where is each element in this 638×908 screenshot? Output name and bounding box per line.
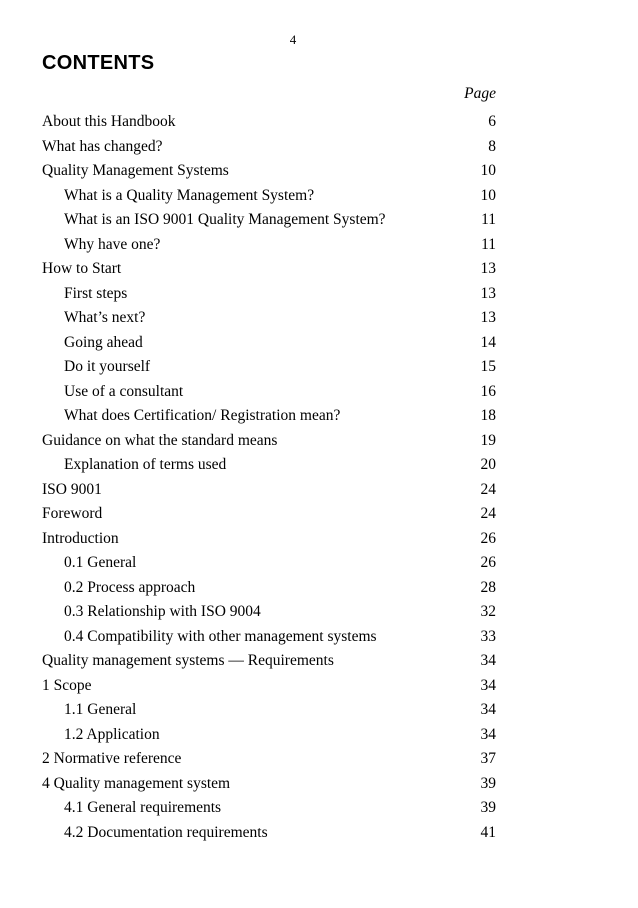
toc-entry-title: First steps [64, 284, 128, 302]
toc-entry [42, 723, 496, 748]
toc-entry-title: 0.3 Relationship with ISO 9004 [64, 603, 261, 620]
toc-entry-page: 10 [480, 186, 496, 204]
toc-entry-page: 34 [480, 652, 496, 669]
toc-entry [42, 453, 496, 478]
toc-entry [42, 159, 496, 184]
toc-entry [42, 747, 496, 772]
toc-entry-page: 34 [480, 725, 496, 743]
toc-entry-page: 37 [480, 750, 496, 767]
toc-entry-title: How to Start [42, 260, 122, 277]
toc-entry-page: 13 [480, 284, 496, 302]
toc-entry [42, 698, 496, 723]
toc-entry-page: 14 [480, 333, 496, 351]
toc-entry-title: Do it yourself [64, 358, 151, 375]
toc-entry-title: Foreword [42, 505, 103, 522]
toc-entry [42, 404, 496, 429]
toc-entry [42, 233, 496, 258]
toc-entry-title: ISO 9001 [42, 480, 102, 498]
toc-entry [42, 208, 496, 233]
toc-entry-page: 24 [480, 480, 496, 498]
toc-entry [42, 355, 496, 380]
toc-entry-title: Quality management systems — Requirements [42, 652, 334, 669]
toc-entry [42, 184, 496, 209]
toc-entry-title: 0.1 General [64, 554, 137, 571]
toc-entry-title: Introduction [42, 529, 119, 547]
toc-entry [42, 527, 496, 552]
toc-entry-page: 10 [480, 162, 496, 179]
table-of-contents [42, 110, 496, 845]
toc-entry [42, 110, 496, 135]
toc-entry-page: 34 [480, 701, 496, 718]
toc-entry [42, 772, 496, 797]
toc-entry-title: About this Handbook [42, 113, 176, 130]
toc-entry-page: 20 [480, 456, 496, 473]
toc-entry-title: What has changed? [42, 137, 163, 155]
toc-entry-title: 0.4 Compatibility with other management systems [64, 627, 377, 645]
toc-entry-title: Explanation of terms used [64, 456, 227, 473]
toc-entry-page: 13 [480, 309, 496, 326]
toc-entry [42, 576, 496, 601]
toc-entry-page: 18 [480, 407, 496, 424]
toc-entry-page: 39 [480, 774, 496, 792]
toc-entry-page: 34 [480, 676, 496, 694]
toc-entry [42, 429, 496, 454]
toc-entry-title: Use of a consultant [64, 382, 184, 400]
toc-entry-title: 1.1 General [64, 701, 137, 718]
toc-entry-title: 4 Quality management system [42, 774, 231, 792]
toc-entry-title: 4.2 Documentation requirements [64, 823, 268, 841]
toc-entry [42, 600, 496, 625]
toc-entry-title: 2 Normative reference [42, 750, 182, 767]
toc-entry-page: 13 [480, 260, 496, 277]
toc-entry-page: 41 [480, 823, 496, 841]
toc-entry-page: 28 [480, 578, 496, 596]
toc-entry-title: What is a Quality Management System? [64, 186, 315, 204]
toc-entry [42, 380, 496, 405]
toc-entry [42, 331, 496, 356]
toc-entry-page: 24 [480, 505, 496, 522]
toc-entry-page: 26 [480, 529, 496, 547]
toc-entry-title: 1 Scope [42, 676, 92, 694]
toc-entry [42, 796, 496, 821]
toc-entry-title: Why have one? [64, 235, 161, 253]
toc-entry [42, 478, 496, 503]
toc-entry [42, 649, 496, 674]
toc-entry [42, 282, 496, 307]
toc-entry-title: Guidance on what the standard means [42, 431, 278, 449]
toc-entry [42, 674, 496, 699]
toc-entry-title: 4.1 General requirements [64, 799, 222, 816]
toc-entry-page: 32 [480, 603, 496, 620]
toc-entry-page: 39 [480, 799, 496, 816]
toc-entry-page: 6 [488, 113, 496, 130]
toc-entry-page: 11 [481, 235, 496, 253]
toc-entry [42, 135, 496, 160]
toc-entry-title: 1.2 Application [64, 725, 160, 743]
toc-entry-title: What does Certification/ Registration mean? [64, 407, 341, 424]
toc-entry-title: 0.2 Process approach [64, 578, 196, 596]
page-column-label: Page [464, 85, 496, 102]
toc-entry [42, 551, 496, 576]
page-number: 4 [289, 32, 297, 47]
toc-entry-page: 33 [480, 627, 496, 645]
toc-entry [42, 257, 496, 282]
toc-entry-title: Quality Management Systems [42, 162, 229, 179]
toc-entry-page: 15 [480, 358, 496, 375]
toc-entry-page: 19 [480, 431, 496, 449]
toc-entry-title: What is an ISO 9001 Quality Management System? [64, 211, 386, 228]
toc-entry-title: What’s next? [64, 309, 146, 326]
contents-heading: CONTENTS [42, 52, 155, 74]
toc-entry-page: 16 [480, 382, 496, 400]
toc-entry-title: Going ahead [64, 333, 143, 351]
toc-entry [42, 625, 496, 650]
toc-entry [42, 821, 496, 846]
toc-entry-page: 26 [480, 554, 496, 571]
toc-entry [42, 502, 496, 527]
toc-entry [42, 306, 496, 331]
toc-entry-page: 11 [481, 211, 496, 228]
toc-entry-page: 8 [488, 137, 496, 155]
